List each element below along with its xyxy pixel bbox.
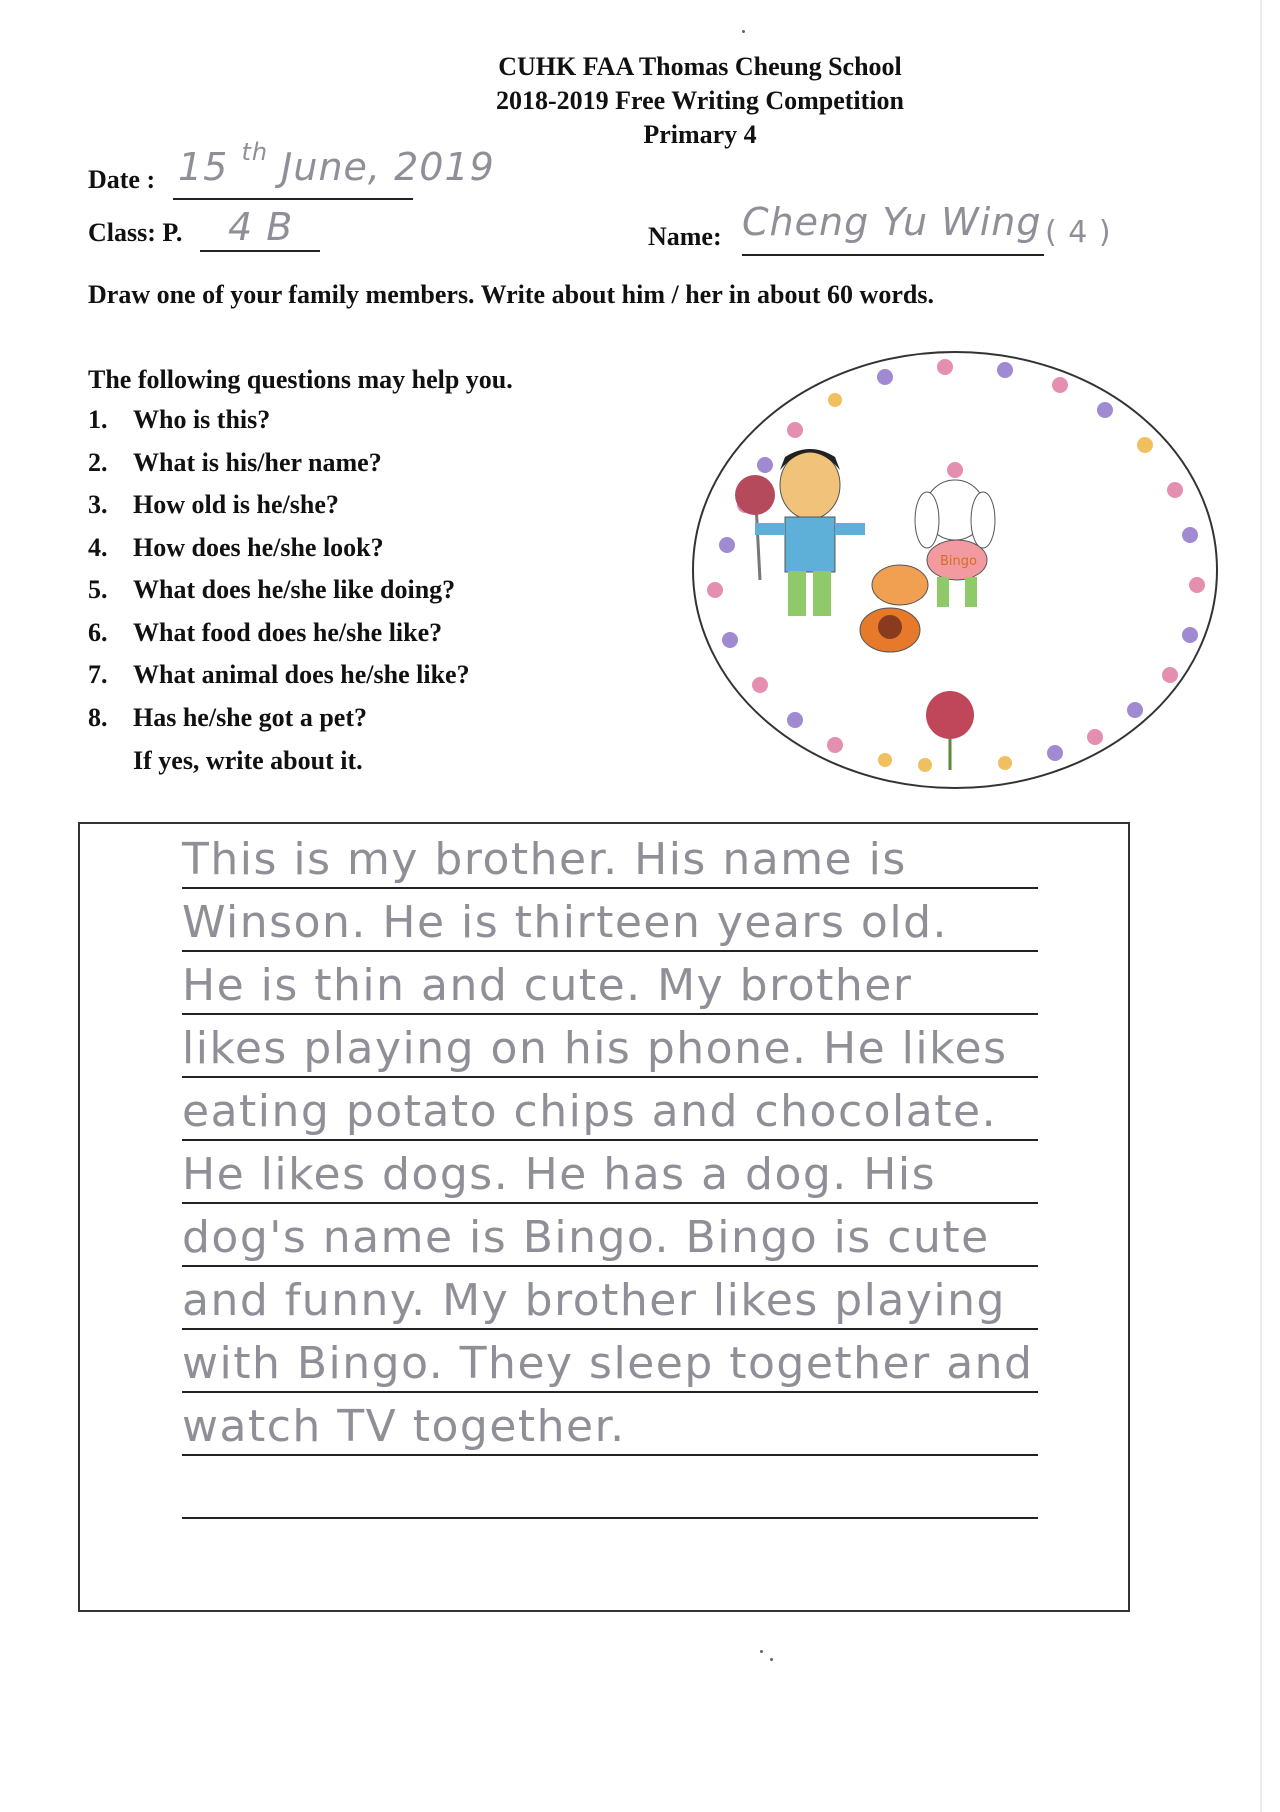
scan-edge — [1260, 0, 1262, 1812]
question-list — [88, 405, 470, 745]
question-item — [88, 703, 470, 746]
writing-line — [182, 1328, 1038, 1393]
worksheet-header — [0, 50, 1280, 152]
writing-line — [182, 1202, 1038, 1267]
question-number: 6. — [88, 617, 108, 647]
question-number: 3. — [88, 490, 108, 519]
boy-figure — [755, 449, 865, 616]
question-item — [88, 448, 470, 491]
question-item — [88, 533, 470, 576]
handwritten-text: This is my brother. His name is — [182, 834, 907, 885]
level-title: Primary 4 — [643, 120, 757, 149]
writing-line — [182, 1013, 1038, 1078]
question-number: 4. — [88, 532, 108, 562]
writing-line — [182, 824, 1038, 889]
handwritten-text: with Bingo. They sleep together and — [182, 1338, 1034, 1389]
scan-speck — [760, 1650, 763, 1653]
question-item — [88, 405, 470, 448]
writing-line — [182, 1454, 1038, 1519]
handwritten-text: He is thin and cute. My brother — [182, 960, 913, 1011]
question-text: What animal does he/she like? — [133, 660, 470, 689]
food-bowls — [860, 565, 928, 652]
dog-name-tag: Bingo — [940, 554, 977, 569]
writing-line — [182, 1391, 1038, 1456]
question-text: What is his/her name? — [133, 447, 382, 477]
date-day: 15 — [178, 145, 229, 189]
question-number: 1. — [88, 405, 108, 434]
date-rest: June, 2019 — [281, 145, 495, 189]
handwritten-text: Winson. He is thirteen years old. — [182, 897, 948, 948]
question-item — [88, 618, 470, 661]
questions-intro: The following questions may help you. — [88, 365, 513, 394]
writing-instruction: Draw one of your family members. Write about him / her in about 60 words. — [88, 280, 934, 309]
writing-line — [182, 950, 1038, 1015]
question-item — [88, 660, 470, 703]
handwritten-text: dog's name is Bingo. Bingo is cute — [182, 1212, 990, 1263]
handwritten-text: watch TV together. — [182, 1401, 626, 1452]
handwritten-text: likes playing on his phone. He likes — [182, 1023, 1008, 1074]
handwritten-text: eating potato chips and chocolate. — [182, 1086, 998, 1137]
name-number: ( 4 ) — [1045, 215, 1112, 250]
name-value: Cheng Yu Wing — [742, 200, 1042, 244]
question-number: 5. — [88, 575, 108, 604]
flower-icon — [926, 691, 974, 770]
question-text: How old is he/she? — [133, 490, 339, 519]
question-text: Has he/she got a pet? — [133, 702, 367, 732]
class-label: Class: P. — [88, 218, 183, 247]
question-extra: If yes, write about it. — [133, 746, 363, 775]
date-label: Date : — [88, 165, 156, 194]
writing-line — [182, 1139, 1038, 1204]
handwritten-text: He likes dogs. He has a dog. His — [182, 1149, 936, 1200]
question-text: What food does he/she like? — [133, 617, 443, 647]
date-suffix: th — [241, 138, 269, 166]
question-item — [88, 575, 470, 618]
question-number: 8. — [88, 702, 108, 732]
question-number: 7. — [88, 660, 108, 689]
handwritten-text: and funny. My brother likes playing — [182, 1275, 1006, 1326]
family-drawing — [685, 345, 1225, 795]
writing-line — [182, 887, 1038, 952]
writing-line — [182, 1265, 1038, 1330]
question-number: 2. — [88, 447, 108, 477]
school-name: CUHK FAA Thomas Cheung School — [498, 52, 902, 81]
name-label: Name: — [648, 222, 722, 251]
competition-title: 2018-2019 Free Writing Competition — [495, 86, 904, 115]
scan-speck — [770, 1658, 773, 1661]
question-text: What does he/she like doing? — [133, 575, 456, 604]
class-value: 4 B — [228, 205, 294, 249]
writing-line — [182, 1076, 1038, 1141]
question-item — [88, 490, 470, 533]
date-value — [178, 138, 495, 189]
scan-speck — [742, 30, 745, 33]
writing-box — [78, 822, 1130, 1612]
question-text: How does he/she look? — [133, 532, 384, 562]
question-text: Who is this? — [133, 405, 271, 434]
